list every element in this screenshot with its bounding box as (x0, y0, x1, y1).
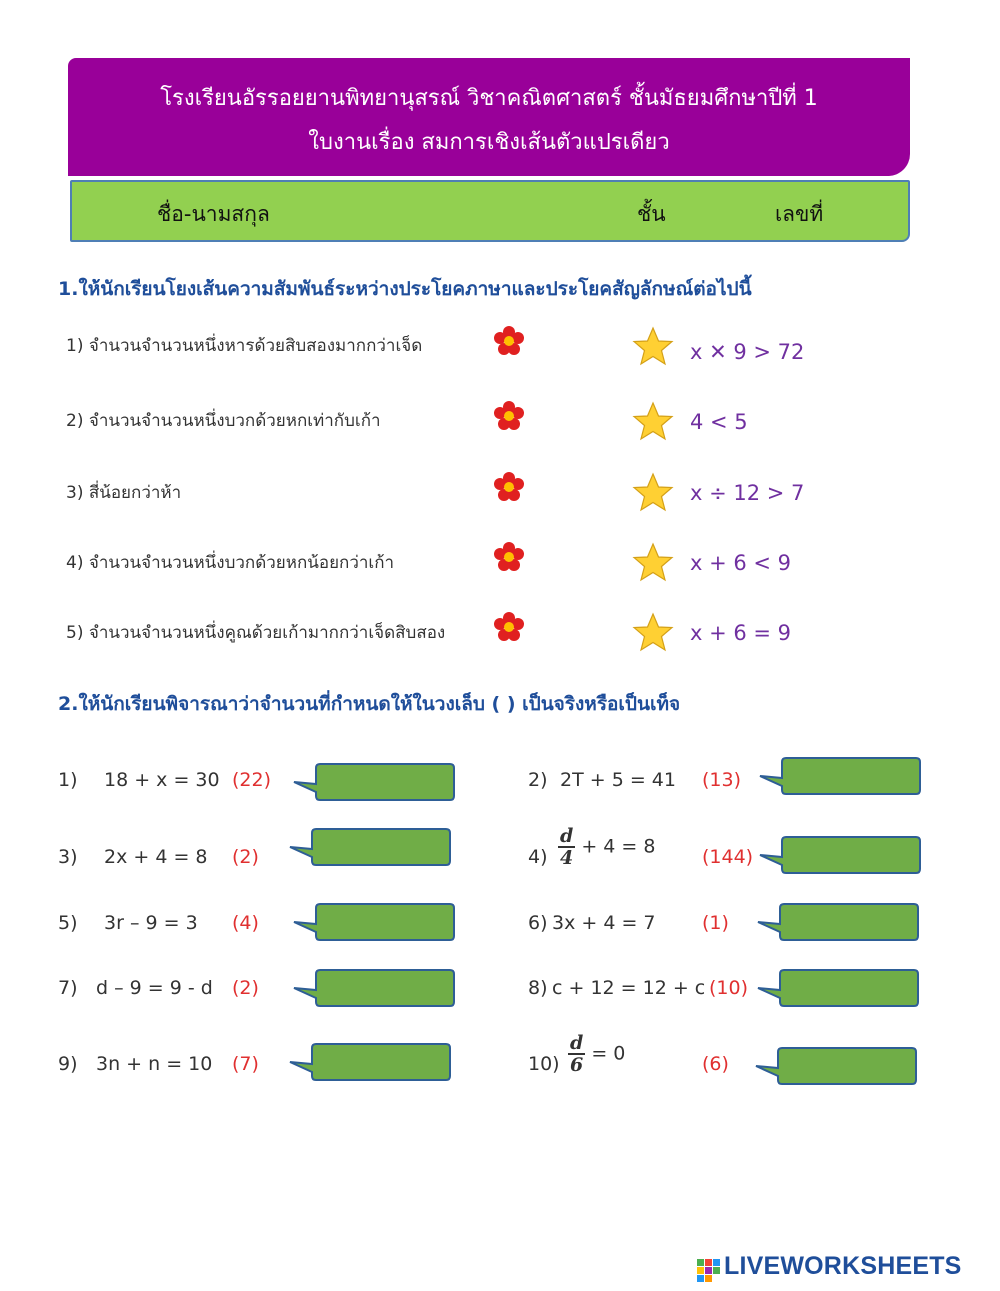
question-equation: 2x + 4 = 8 (104, 846, 208, 868)
flower-icon[interactable] (494, 326, 524, 356)
answer-bubble-9[interactable] (286, 1040, 454, 1096)
question-number: 7) (58, 977, 78, 999)
question-number: 8) (528, 977, 548, 999)
question-number: 3) (58, 846, 78, 868)
student-info-bar (70, 180, 910, 242)
flower-icon[interactable] (494, 542, 524, 572)
question-value: (13) (702, 769, 742, 791)
question-value: (1) (702, 912, 729, 934)
answer-bubble-8[interactable] (754, 966, 922, 1022)
liveworksheets-logo-icon (697, 1253, 721, 1285)
symbol-5: x + 6 = 9 (690, 621, 792, 645)
question-number: 10) (528, 1053, 560, 1075)
sentence-3: 3) สี่น้อยกว่าห้า (66, 483, 182, 503)
answer-bubble-5[interactable] (290, 900, 458, 956)
question-equation: $\frac{d}{4}$ + 4 = 8 (560, 825, 656, 869)
question-number: 2) (528, 769, 548, 791)
flower-icon[interactable] (494, 612, 524, 642)
question-number: 5) (58, 912, 78, 934)
answer-bubble-2[interactable] (756, 754, 924, 810)
sentence-4: 4) จำนวนจำนวนหนึ่งบวกด้วยหกน้อยกว่าเก้า (66, 553, 395, 573)
symbol-1: x ✕ 9 > 72 (690, 340, 805, 364)
question-value: (2) (232, 846, 259, 868)
section2-title: 2.ให้นักเรียนพิจารณาว่าจำนวนที่กำหนดให้ในวงเล็บ ( ) เป็นจริงหรือเป็นเท็จ (58, 693, 681, 715)
number-label: เลขที่ (775, 202, 824, 226)
question-value: (6) (702, 1053, 729, 1075)
star-icon[interactable] (632, 472, 674, 514)
question-equation: 2T + 5 = 41 (560, 769, 676, 791)
question-value: (2) (232, 977, 259, 999)
worksheet-title: ใบงานเรื่อง สมการเชิงเส้นตัวแปรเดียว (308, 130, 670, 155)
star-icon[interactable] (632, 326, 674, 368)
star-icon[interactable] (632, 401, 674, 443)
symbol-3: x ÷ 12 > 7 (690, 481, 805, 505)
question-equation: c + 12 = 12 + c (552, 977, 706, 999)
question-equation: $\frac{d}{6}$ = 0 (570, 1032, 626, 1076)
fraction: $\frac{d}{6}$ (570, 1032, 584, 1076)
sentence-2: 2) จำนวนจำนวนหนึ่งบวกด้วยหกเท่ากับเก้า (66, 411, 381, 431)
star-icon[interactable] (632, 542, 674, 584)
question-number: 1) (58, 769, 78, 791)
question-value: (144) (702, 846, 754, 868)
symbol-4: x + 6 < 9 (690, 551, 792, 575)
question-number: 6) (528, 912, 548, 934)
question-value: (22) (232, 769, 272, 791)
flower-icon[interactable] (494, 401, 524, 431)
section1-title: 1.ให้นักเรียนโยงเส้นความสัมพันธ์ระหว่างประโยคภาษาและประโยคสัญลักษณ์ต่อไปนี้ (58, 278, 752, 300)
class-label: ชั้น (637, 202, 666, 226)
question-equation: 3x + 4 = 7 (552, 912, 656, 934)
sentence-5: 5) จำนวนจำนวนหนึ่งคูณด้วยเก้ามากกว่าเจ็ดสิบสอง (66, 623, 446, 643)
flower-icon[interactable] (494, 472, 524, 502)
star-icon[interactable] (632, 612, 674, 654)
answer-bubble-1[interactable] (290, 760, 458, 816)
header-banner (68, 58, 910, 176)
question-equation: 18 + x = 30 (104, 769, 220, 791)
school-title: โรงเรียนอัรรอยยานพิทยานุสรณ์ วิชาคณิตศาสตร์ ชั้นมัธยมศึกษาปีที่ 1 (160, 86, 818, 111)
question-value: (10) (709, 977, 749, 999)
question-number: 9) (58, 1053, 78, 1075)
question-value: (4) (232, 912, 259, 934)
question-value: (7) (232, 1053, 259, 1075)
footer-brand[interactable]: LIVEWORKSHEETS (724, 1252, 962, 1280)
answer-bubble-10[interactable] (752, 1044, 920, 1100)
answer-bubble-7[interactable] (290, 966, 458, 1022)
question-equation: 3r – 9 = 3 (104, 912, 198, 934)
sentence-1: 1) จำนวนจำนวนหนึ่งหารด้วยสิบสองมากกว่าเจ็ด (66, 336, 423, 356)
question-number: 4) (528, 846, 548, 868)
symbol-2: 4 < 5 (690, 410, 748, 434)
answer-bubble-3[interactable] (286, 825, 454, 881)
question-equation: 3n + n = 10 (96, 1053, 213, 1075)
answer-bubble-4[interactable] (756, 833, 924, 889)
answer-bubble-6[interactable] (754, 900, 922, 956)
fraction: $\frac{d}{4}$ (560, 825, 574, 869)
name-label: ชื่อ-นามสกุล (157, 202, 270, 226)
question-equation: d – 9 = 9 - d (96, 977, 213, 999)
